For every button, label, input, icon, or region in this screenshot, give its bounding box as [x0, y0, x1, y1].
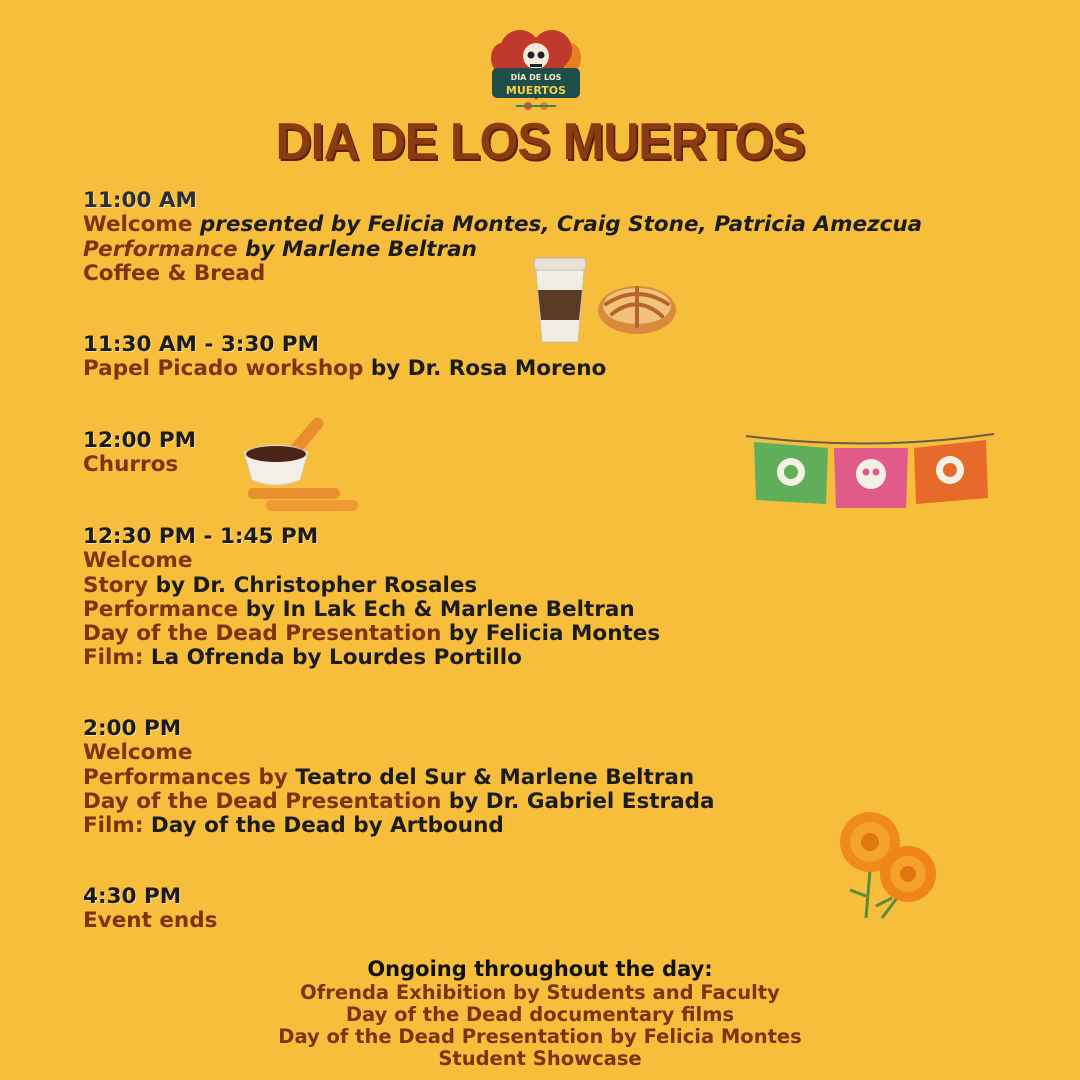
marigold-flowers-icon — [836, 806, 940, 920]
time-label: 11:30 AM - 3:30 PM — [83, 332, 319, 357]
ongoing-item: Day of the Dead documentary films — [345, 1003, 735, 1026]
papel-picado-banner-icon — [744, 430, 996, 514]
ongoing-heading: Ongoing throughout the day: — [367, 957, 713, 981]
schedule-line: Welcome — [83, 548, 193, 574]
schedule-line: Film: Day of the Dead by Artbound — [83, 813, 504, 839]
time-label: 11:00 AM — [83, 188, 197, 213]
time-label: 2:00 PM — [83, 716, 182, 741]
schedule-block-1400 — [83, 717, 715, 838]
schedule-line: Film: La Ofrenda by Lourdes Portillo — [83, 645, 522, 671]
churros-icon — [240, 408, 362, 514]
time-label: 12:00 PM — [83, 428, 197, 453]
schedule-block-1630 — [83, 885, 217, 934]
schedule-line: Event ends — [83, 908, 218, 934]
coffee-cup-icon — [528, 254, 592, 346]
time-label: 12:30 PM - 1:45 PM — [83, 524, 319, 549]
schedule-line: Performance by In Lak Ech & Marlene Beltran — [83, 596, 635, 622]
schedule-block-1100 — [83, 189, 922, 286]
schedule-line: Churros — [83, 452, 179, 478]
schedule-line: Coffee & Bread — [83, 260, 266, 286]
pan-de-muerto-icon — [596, 280, 678, 336]
ongoing-item: Ofrenda Exhibition by Students and Faculty — [300, 981, 780, 1004]
schedule-line: Performances by Teatro del Sur & Marlene Beltran — [83, 764, 695, 790]
schedule-line: Papel Picado workshop by Dr. Rosa Moreno — [83, 356, 607, 382]
schedule-line: Performance by Marlene Beltran — [83, 236, 477, 262]
page-title: DIA DE LOS MUERTOS — [275, 113, 805, 171]
schedule-line: Story by Dr. Christopher Rosales — [83, 572, 478, 598]
schedule-line: Welcome presented by Felicia Montes, Craig Stone, Patricia Amezcua — [83, 212, 923, 238]
dia-de-los-muertos-logo — [488, 14, 584, 114]
logo-line2: MUERTOS — [505, 84, 567, 97]
ongoing-section — [0, 956, 1080, 1070]
schedule-block-1200 — [83, 429, 196, 478]
logo-line1: DÍA DE LOS — [510, 73, 562, 82]
time-label: 4:30 PM — [83, 884, 182, 909]
schedule-line: Welcome — [83, 740, 193, 766]
schedule-line: Day of the Dead Presentation by Dr. Gabriel Estrada — [83, 788, 715, 814]
schedule-line: Day of the Dead Presentation by Felicia Montes — [83, 621, 661, 647]
ongoing-item: Student Showcase — [438, 1047, 642, 1070]
ongoing-item: Day of the Dead Presentation by Felicia Montes — [278, 1025, 802, 1048]
schedule-block-1230 — [83, 525, 660, 671]
